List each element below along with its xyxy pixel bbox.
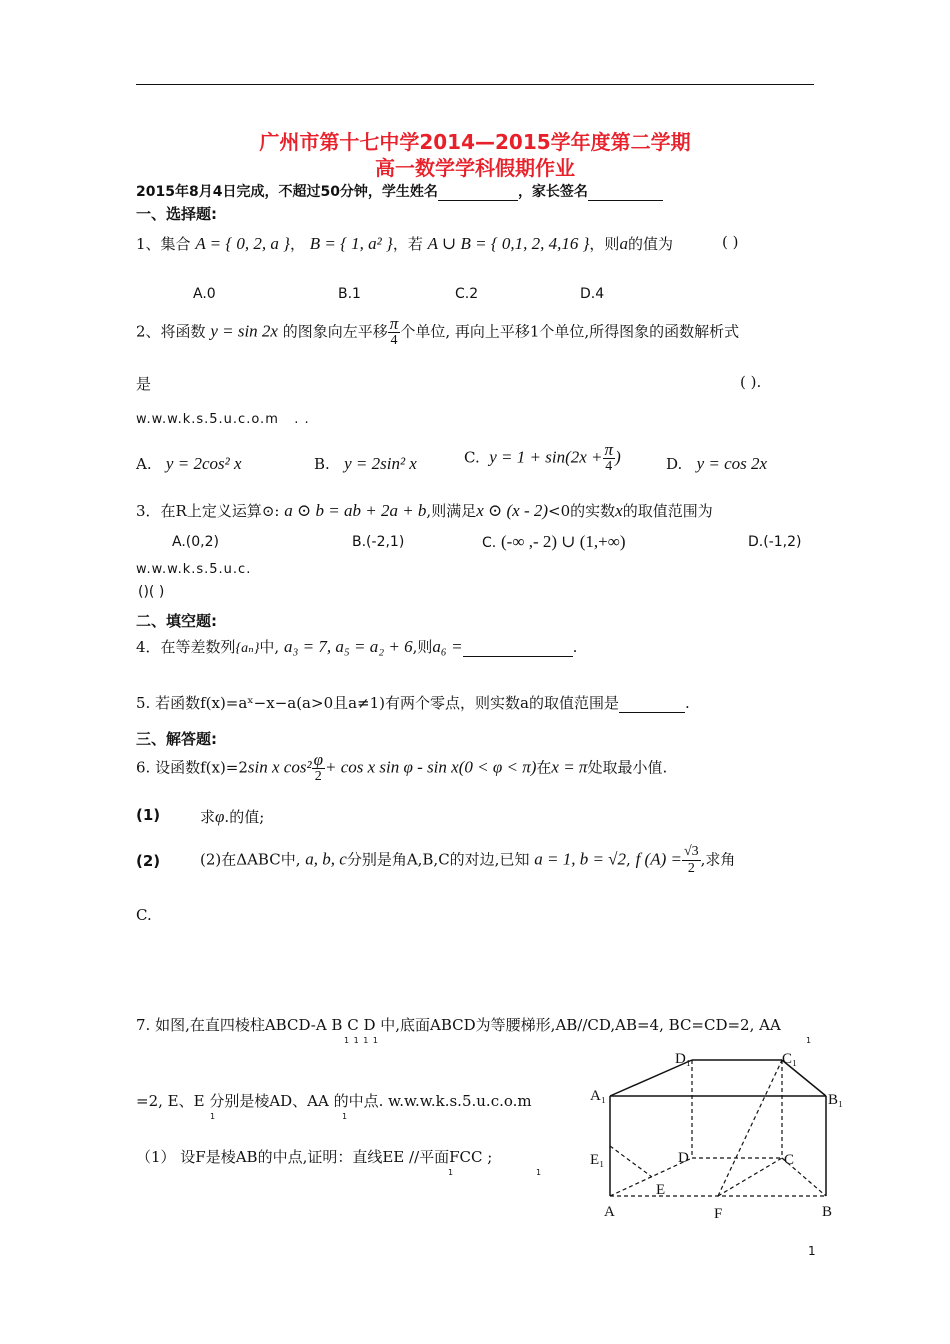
q3-option-c[interactable]: C. (-∞ ,- 2) ∪ (1,+∞) [482,532,626,551]
q7-sub-aa: 1 [806,1036,812,1045]
q7-line2: =2, E、E 分别是棱AD、AA 的中点. w.w.w.k.s.5.u.c.o.m [136,1092,532,1110]
q1-option-a[interactable]: A.0 [193,286,216,302]
parent-sign-blank[interactable] [588,184,663,201]
page-subtitle: 高一数学学科假期作业 [375,156,575,180]
q1-option-b[interactable]: B.1 [338,286,361,302]
section-solve: 三、解答题: [136,730,217,748]
label-f: F [714,1206,723,1222]
q7-sub-aa2: 1 [342,1112,348,1121]
q2-option-c[interactable]: C. y = 1 + sin(2x + $\frac{\pi}{4}$ ) [464,440,621,474]
q6-part2: (2)在ΔABC中, a, b, c分别是角A,B,C的对边,已知 a = 1, b = √2, f (A) = $\frac{√3}{2}$ ,求角 [200,844,736,876]
question-7: 7. 如图,在直四棱柱ABCD-A B C D 中,底面ABCD为等腰梯形,AB//CD,AB=4, BC=CD=2, AA [136,1016,781,1034]
q6-part2-label: (2) [136,852,161,870]
q1-answer-paren[interactable]: ( ) [722,233,739,251]
q4-answer-blank[interactable] [463,638,573,657]
set-a: A = { 0, 2, a } [195,234,290,253]
q7-sub-p1b: 1 [536,1168,542,1177]
question-4: 4．在等差数列{aₙ}中, a₃ = 7, a₅ = a₂ + 6,则a₆ = . [136,637,578,656]
question-5: 5. 若函数f(x)=aˣ−x−a(a>0且a≠1)有两个零点，则实数a的取值范围是 . [136,694,690,712]
q2-option-d[interactable]: D. y = cos 2x [666,454,768,473]
q5-answer-blank[interactable] [619,694,685,713]
q6-part1: 求φ.的值; [200,807,265,826]
question-6: 6. 设函数f(x)=2sin x cos² $\frac{\varphi}{2}$ + cos x sin φ - sin x(0 < φ < π)在x = π处取最小值. [136,750,668,784]
label-d: D [678,1150,689,1166]
page-title: 广州市第十七中学2014—2015学年度第二学期 [259,130,691,154]
question-2: 2、将函数 y = sin 2x 的图象向左平移 $\frac{\pi}{4}$ 个单位, 再向上平移1个单位,所得图象的函数解析式 [136,314,740,348]
label-b: B [822,1204,833,1220]
q1-option-c[interactable]: C.2 [455,286,479,302]
watermark-2: w.w.w.k.s.5.u.c. [136,562,252,577]
q2-answer-paren[interactable]: ( ). [740,373,762,391]
q2-option-a[interactable]: A. y = 2cos² x [136,454,242,473]
set-union: A ∪ B = { 0,1, 2, 4,16 } [427,234,590,253]
label-e: E [656,1182,666,1198]
edge-f-c1 [718,1060,782,1196]
set-b: B = { 1, a² } [309,234,393,253]
q6-part2-end: C. [136,906,152,924]
label-a: A [604,1204,615,1220]
question-3: 3．在R上定义运算⊙: a ⊙ b = ab + 2a + b,则满足x ⊙ (x - 2)<0的实数x的取值范围为 [136,501,713,520]
section-choice: 一、选择题: [136,205,217,223]
q3-answer-paren[interactable]: ()( ) [138,584,165,600]
info-line: 2015年8月4日完成，不超过50分钟，学生姓名 ，家长签名 [136,181,663,201]
label-c1: C₁ [782,1051,798,1067]
page-number: 1 [808,1244,816,1258]
q7-subscripts: 1 1 1 1 [344,1036,379,1045]
question-1: 1、集合 A = { 0, 2, a }， B = { 1, a² }，若 A ∪ B = { 0,1, 2, 4,16 }，则a的值为 [136,234,673,253]
student-name-blank[interactable] [438,184,518,201]
label-a1: A₁ [590,1088,607,1104]
watermark-1: w.w.w.k.s.5.u.c.o.m . . [136,412,310,427]
edge-e1-e [610,1146,652,1177]
header-rule [136,84,814,85]
q7-part1: （1） 设F是棱AB的中点,证明：直线EE //平面FCC ; [136,1148,493,1166]
label-e1: E₁ [590,1152,605,1168]
q2-shi: 是 [136,375,152,393]
label-d1: D₁ [675,1051,692,1067]
section-fill: 二、填空题: [136,612,217,630]
q3-option-a[interactable]: A.(0,2) [172,534,219,550]
q1-option-d[interactable]: D.4 [580,286,605,302]
q3-option-d[interactable]: D.(-1,2) [748,534,802,550]
q6-part1-label: (1) [136,806,161,824]
q2-option-b[interactable]: B. y = 2sin² x [314,454,417,473]
q3-option-b[interactable]: B.(-2,1) [352,534,405,550]
label-b1: B₁ [828,1092,844,1108]
q7-sub-p1a: 1 [448,1168,454,1177]
label-c: C [784,1152,795,1168]
prism-figure [580,1040,860,1230]
q7-sub-e: 1 [210,1112,216,1121]
